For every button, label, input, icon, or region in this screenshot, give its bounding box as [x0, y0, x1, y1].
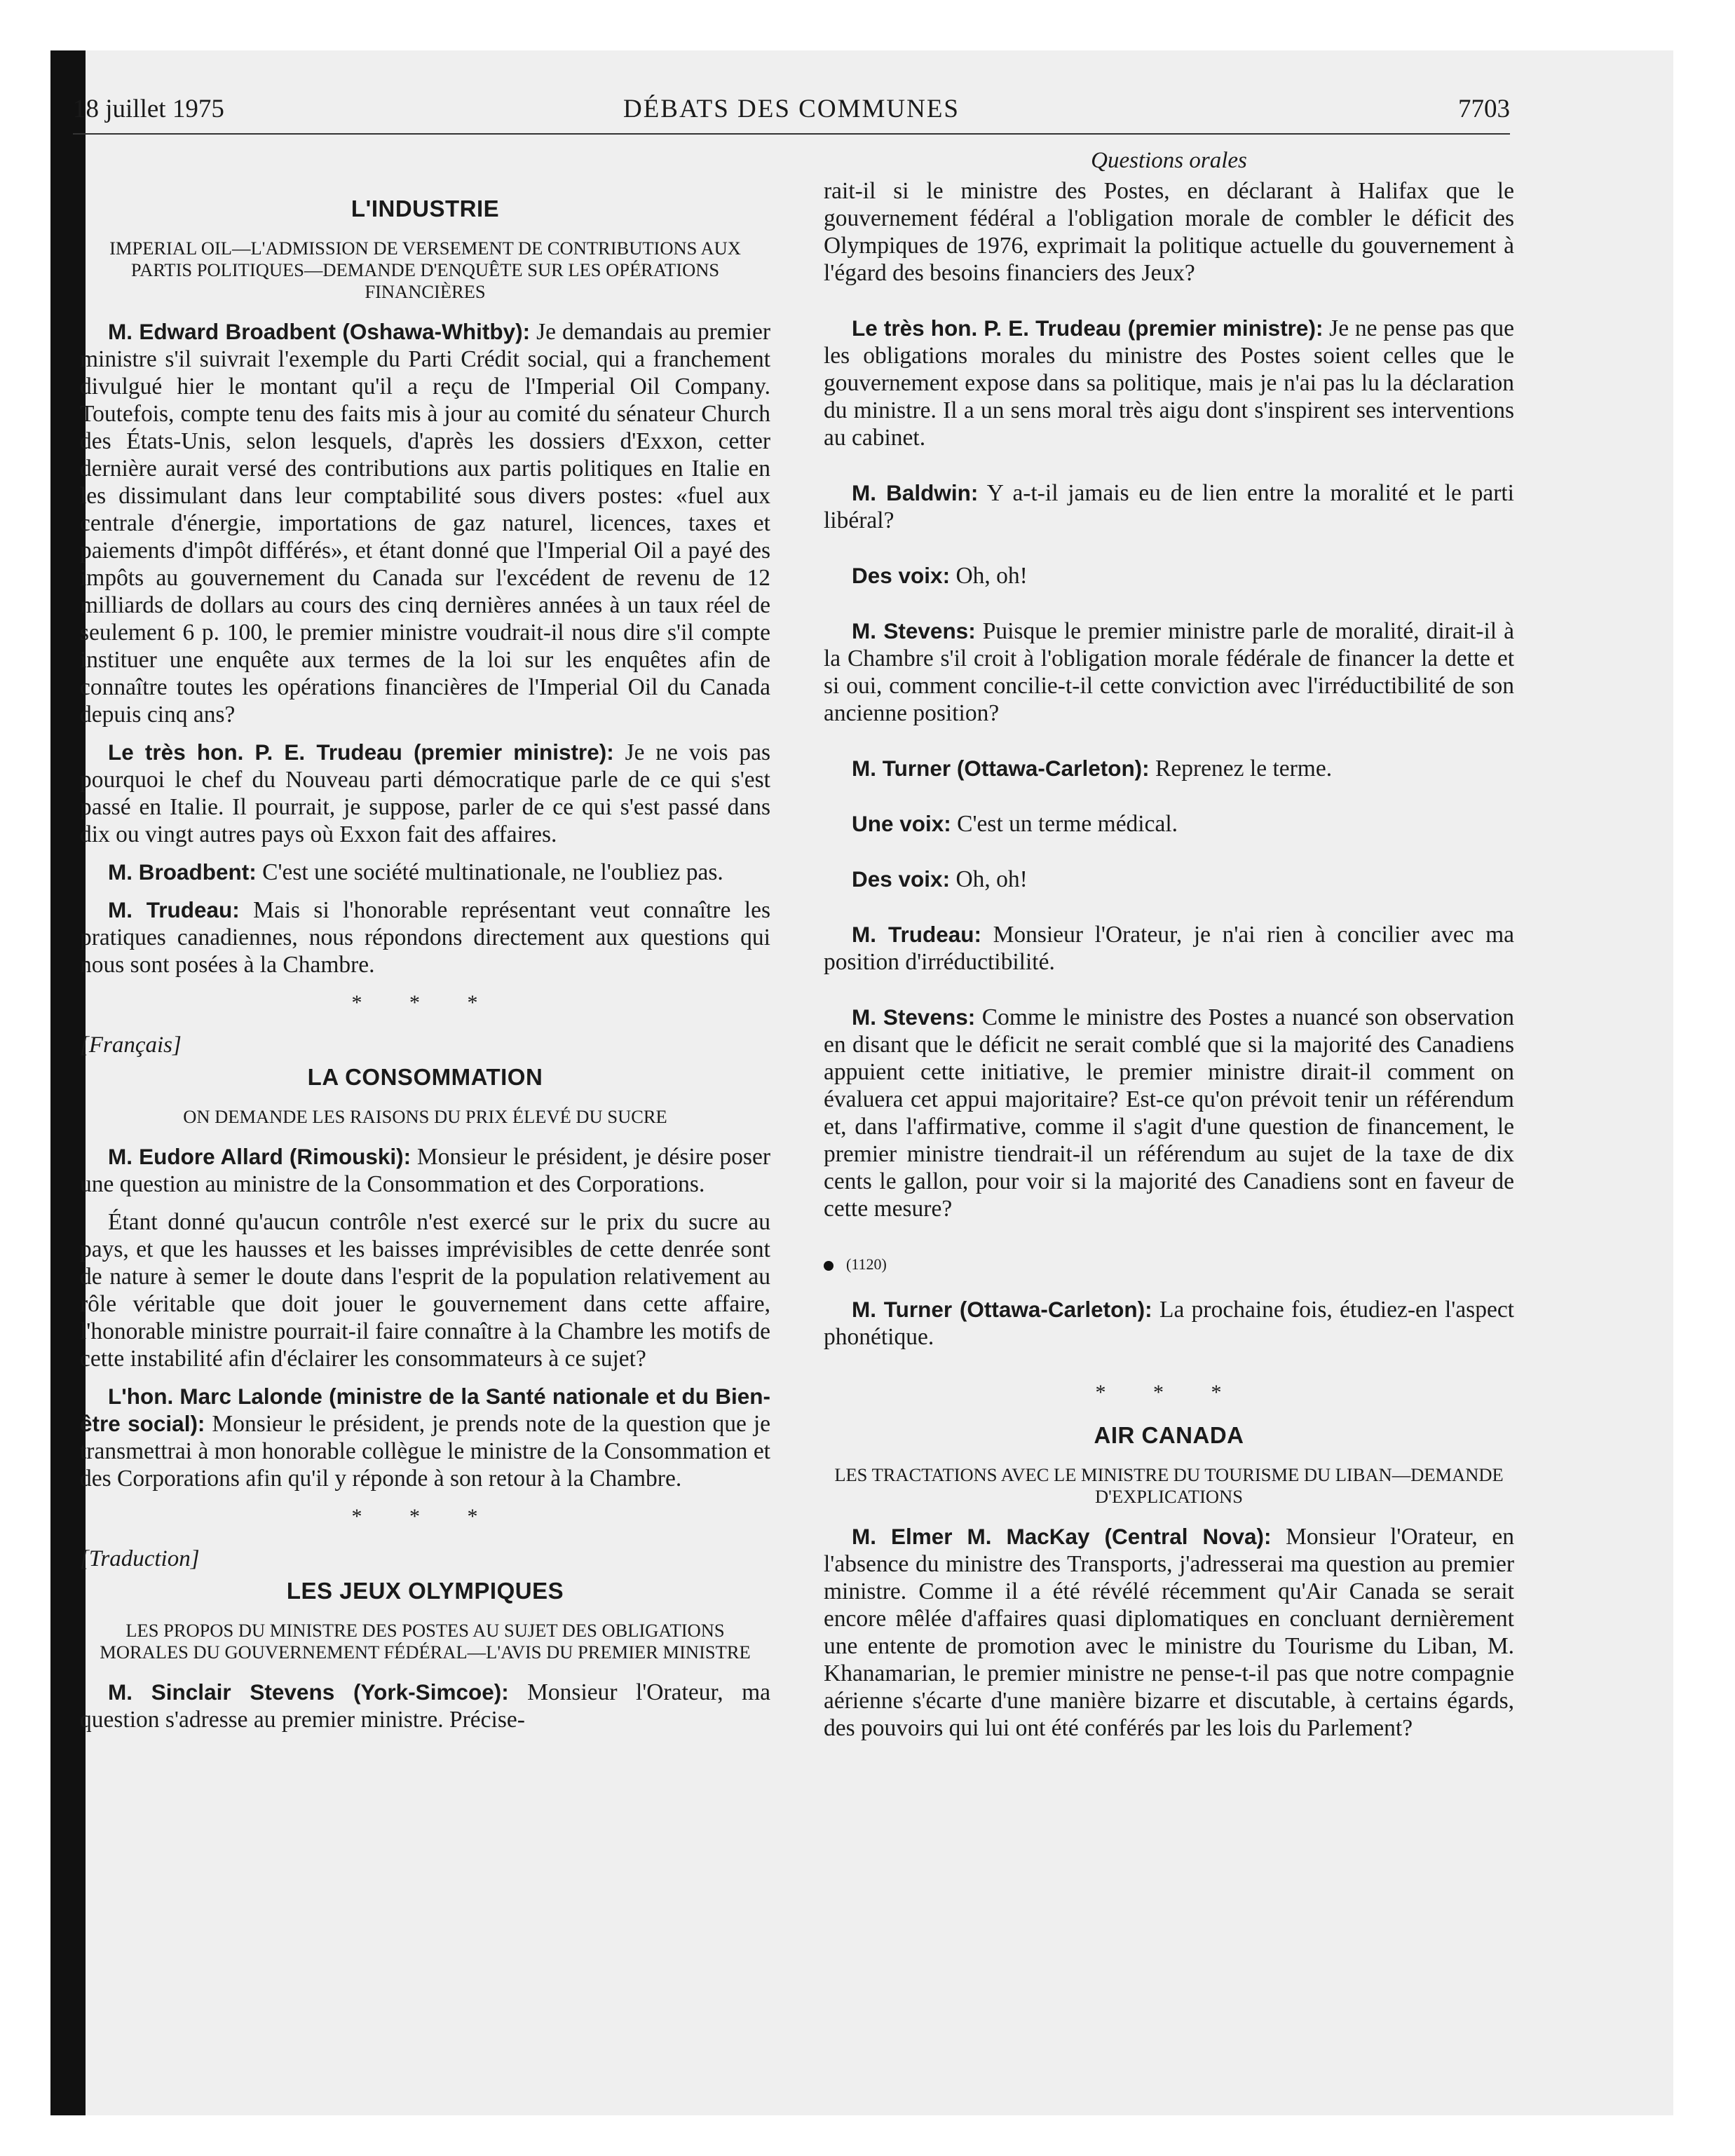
- paragraph: [824, 755, 1514, 782]
- paragraph-text: Comme le ministre des Postes a nuancé son observation en disant que le déficit ne serait comblé que si la majorité des Canadiens appuient cette initiative, le premier ministre dirait-il comment on évaluera cet appui majoritaire? Est-ce qu'on prévoit tenir un référendum et, dans l'affirmative, comme il s'agit d'une question de financement, le premier ministre tiendrait-il un référendum au sujet de la taxe de dix cents le gallon, pour voir si la majorité des Canadiens sont en faveur de cette mesure?: [824, 1004, 1514, 1222]
- speaker: M. Edward Broadbent (Oshawa-Whitby):: [108, 319, 531, 344]
- paragraph: [80, 1143, 770, 1198]
- paragraph-text: Reprenez le terme.: [1149, 756, 1333, 782]
- language-marker: [Traduction]: [80, 1546, 200, 1571]
- paragraph: [824, 618, 1514, 727]
- paragraph-text: Y a-t-il jamais eu de lien entre la moralité et le parti libéral?: [824, 480, 1514, 533]
- paragraph: [80, 1383, 770, 1492]
- time-marker: [824, 1250, 1514, 1278]
- paragraph: [824, 1004, 1514, 1222]
- paragraph: [824, 1523, 1514, 1742]
- section-separator: * * *: [1095, 1381, 1243, 1404]
- section-subtitle: IMPERIAL OIL—L'ADMISSION DE VERSEMENT DE CONTRIBUTIONS AUX PARTIS POLITIQUES—DEMANDE D'ENQUÊTE SUR LES OPÉRATIONS FINANCIÈRES: [109, 238, 741, 302]
- paragraph-text: Mais si l'honorable représentant veut connaître les pratiques canadiennes, nous répondons directement aux questions qui nous sont posées à la Chambre.: [80, 897, 770, 978]
- section-separator: * * *: [351, 1505, 499, 1528]
- speaker: Une voix:: [852, 811, 951, 836]
- time-marker-text: (1120): [846, 1255, 887, 1273]
- paragraph: [824, 479, 1514, 534]
- paragraph: [824, 810, 1514, 838]
- speaker: M. Stevens:: [852, 618, 976, 643]
- paragraph-text: Je ne pense pas que les obligations morales du ministre des Postes soient celles que le gouvernement expose dans sa politique, mais je n'ai pas lu la déclaration du ministre. Il a un sens moral très aigu dont s'inspirent ses interventions au cabinet.: [824, 315, 1514, 451]
- speaker: L'hon. Marc Lalonde (ministre de la Santé nationale et du Bien-être social):: [80, 1384, 770, 1436]
- speaker: M. Turner (Ottawa-Carleton):: [852, 1297, 1152, 1322]
- paragraph-text: Oh, oh!: [950, 866, 1028, 892]
- paragraph-text: Monsieur le président, je désire poser une question au ministre de la Consommation et des Corporations.: [80, 1144, 770, 1197]
- running-head: Questions orales: [1091, 148, 1247, 173]
- paragraph: Étant donné qu'aucun contrôle n'est exercé sur le prix du sucre au pays, et que les hausses et les baisses imprévisibles de cette denrée sont de nature à semer le doute dans l'esprit de la population relativement au rôle véritable que doit jouer le gouvernement dans cette affaire, l'honorable ministre pourrait-il faire connaître à la Chambre les motifs de cette instabilité afin d'éclairer les consommateurs à ce sujet?: [80, 1209, 770, 1372]
- paragraph-text: Monsieur l'Orateur, en l'absence du ministre des Transports, j'adresserai ma question au premier ministre. Comme il a été révélé récemment qu'Air Canada se serait encore mêlée d'affaires quasi diplomatiques en concluant dernièrement une entente de promotion avec le ministre du Tourisme du Liban, M. Khanamarian, le premier ministre ne pense-t-il pas que notre compagnie aérienne s'écarte d'une manière bizarre et discutable, à certains égards, des pouvoirs qui lui ont été conférés par les lois du Parlement?: [824, 1524, 1514, 1741]
- paragraph: [824, 866, 1514, 893]
- section-title: L'INDUSTRIE: [351, 196, 500, 221]
- section-separator: * * *: [351, 991, 499, 1014]
- section-subtitle: ON DEMANDE LES RAISONS DU PRIX ÉLEVÉ DU SUCRE: [183, 1106, 667, 1127]
- paragraph: [80, 739, 770, 848]
- speaker: Le très hon. P. E. Trudeau (premier ministre):: [852, 315, 1324, 341]
- paragraph: [824, 921, 1514, 976]
- speaker: Le très hon. P. E. Trudeau (premier ministre):: [108, 739, 614, 765]
- speaker: M. Trudeau:: [108, 897, 240, 922]
- paragraph: [80, 859, 770, 886]
- speaker: Des voix:: [852, 563, 951, 588]
- speaker: M. Elmer M. MacKay (Central Nova):: [852, 1524, 1272, 1549]
- paragraph-text: Je ne vois pas pourquoi le chef du Nouveau parti démocratique parle de ce qui s'est passé en Italie. Il pourrait, je suppose, parler de ce qui s'est passé dans dix ou vingt autres pays où Exxon fait des affaires.: [80, 739, 770, 847]
- paragraph-text: Monsieur l'Orateur, je n'ai rien à concilier avec ma position d'irréductibilité.: [824, 922, 1514, 975]
- speaker: M. Eudore Allard (Rimouski):: [108, 1144, 411, 1169]
- section-subtitle: LES TRACTATIONS AVEC LE MINISTRE DU TOURISME DU LIBAN—DEMANDE D'EXPLICATIONS: [834, 1464, 1504, 1507]
- speaker: Des voix:: [852, 866, 951, 892]
- paragraph-text: Puisque le premier ministre parle de moralité, dirait-il à la Chambre s'il croit à l'obligation morale fédérale de financer la dette et si oui, comment concilie-t-il cette conviction avec l'irréductibilité de son ancienne position?: [824, 618, 1514, 726]
- paragraph-text: Monsieur le président, je prends note de la question que je transmettrai à mon honorable collègue le ministre de la Consommation et des Corporations afin qu'il y réponde à son retour à la Chambre.: [80, 1411, 770, 1492]
- paragraph-text: La prochaine fois, étudiez-en l'aspect phonétique.: [824, 1297, 1514, 1350]
- left-column: [80, 195, 770, 1744]
- speaker: M. Baldwin:: [852, 480, 979, 505]
- page-header: [73, 91, 1510, 135]
- section-subtitle: LES PROPOS DU MINISTRE DES POSTES AU SUJET DES OBLIGATIONS MORALES DU GOUVERNEMENT FÉDÉRAL—L'AVIS DU PREMIER MINISTRE: [100, 1620, 751, 1663]
- language-marker: [Français]: [80, 1032, 182, 1058]
- header-title: DÉBATS DES COMMUNES: [622, 95, 960, 123]
- paragraph-text: C'est une société multinationale, ne l'oubliez pas.: [256, 859, 723, 885]
- speaker: M. Turner (Ottawa-Carleton):: [852, 756, 1150, 781]
- paragraph: [824, 315, 1514, 451]
- section-title: AIR CANADA: [1094, 1422, 1244, 1448]
- paragraph-text: Je demandais au premier ministre s'il suivrait l'exemple du Parti Crédit social, qui a franchement divulgué hier le montant qu'il a reçu de l'Imperial Oil Company. Toutefois, compte tenu des faits mis à jour au comité du sénateur Church des États-Unis, selon lesquels, d'après les dossiers d'Exxon, cetter dernière aurait versé des contributions aux partis politiques en Italie en les dissimulant dans leur comptabilité sous divers postes: «fuel aux centrale d'énergie, importations de gaz naturel, licences, taxes et paiements d'impôt différés», et étant donné que l'Imperial Oil a payé des impôts au gouvernement du Canada sur l'excédent de revenu de 12 milliards de dollars au cours des cinq dernières années à un taux réel de seulement 6 p. 100, le premier ministre voudrait-il nous dire s'il compte instituer une enquête aux termes de la loi sur les enquêtes afin de connaître toutes les opérations financières de l'Imperial Oil du Canada depuis cinq ans?: [80, 319, 770, 728]
- paragraph: [80, 318, 770, 728]
- speaker: M. Broadbent:: [108, 859, 257, 885]
- paragraph: [80, 896, 770, 978]
- speaker: M. Stevens:: [852, 1004, 976, 1030]
- bullet-icon: [824, 1261, 834, 1271]
- paragraph-text: Oh, oh!: [950, 563, 1028, 589]
- header-date: 18 juillet 1975: [73, 95, 224, 123]
- paragraph-text: Monsieur l'Orateur, ma question s'adresse au premier ministre. Précise-: [80, 1679, 770, 1733]
- speaker: M. Sinclair Stevens (York-Simcoe):: [108, 1679, 509, 1705]
- section-title: LA CONSOMMATION: [307, 1064, 543, 1090]
- speaker: M. Trudeau:: [852, 922, 981, 947]
- section-title: LES JEUX OLYMPIQUES: [286, 1578, 564, 1604]
- header-page-number: 7703: [1458, 95, 1510, 123]
- paragraph: [824, 1296, 1514, 1351]
- right-column: [824, 147, 1514, 1752]
- paragraph: rait-il si le ministre des Postes, en déclarant à Halifax que le gouvernement fédéral a l'obligation morale de combler le déficit des Olympiques de 1976, exprimait la politique actuelle du gouvernement à l'égard des besoins financiers des Jeux?: [824, 178, 1514, 286]
- paragraph-text: C'est un terme médical.: [951, 811, 1178, 837]
- paragraph: [80, 1679, 770, 1733]
- paragraph: [824, 562, 1514, 589]
